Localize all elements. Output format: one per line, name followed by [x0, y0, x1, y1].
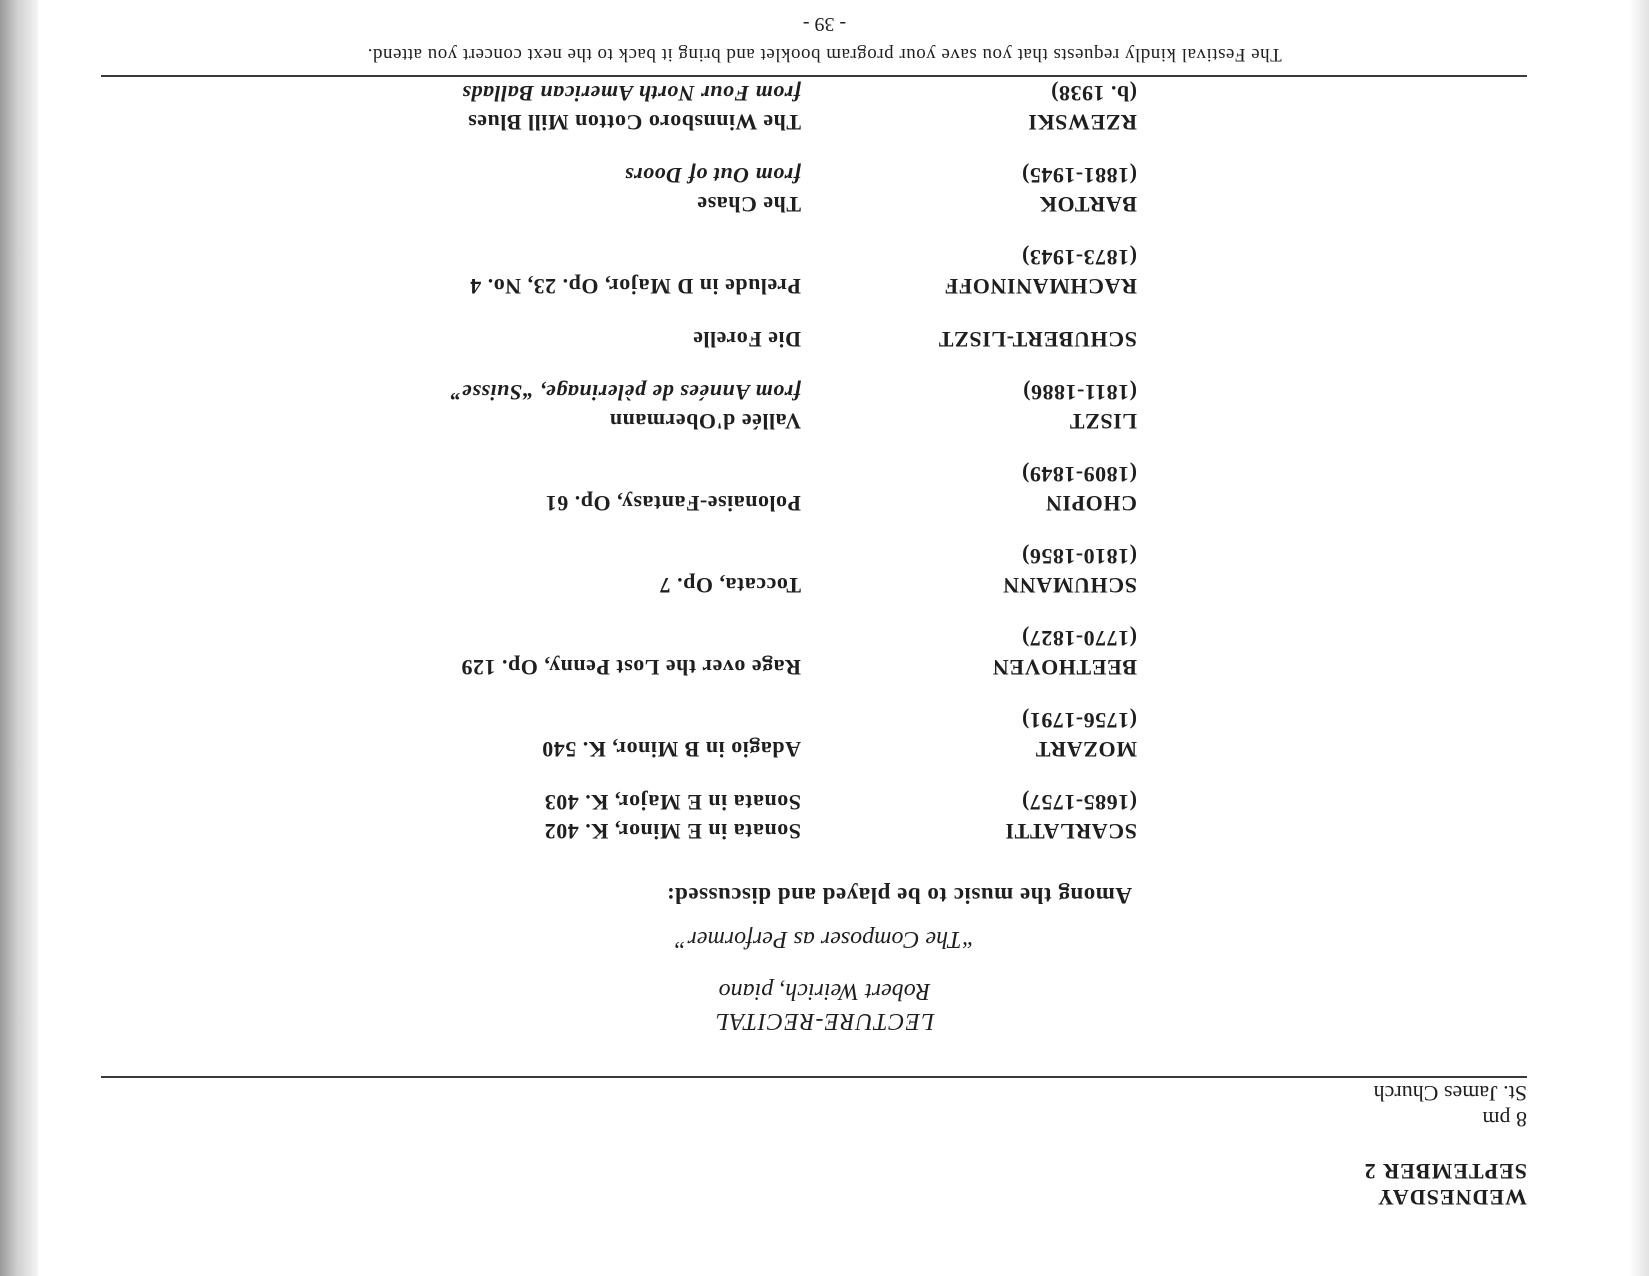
- program-entry: [237, 243, 1137, 301]
- program-list: [237, 55, 1137, 846]
- lecture-title: “The Composer as Performer”: [674, 926, 975, 952]
- works-column: [462, 79, 801, 137]
- event-day: WEDNESDAY: [1376, 1185, 1527, 1210]
- composer-name: RACHMANINOFF: [944, 274, 1137, 299]
- composer-column: [801, 161, 1137, 219]
- works-column: [544, 788, 801, 846]
- composer-column: [801, 325, 1137, 354]
- composer-name: SCHUMANN: [1002, 573, 1137, 598]
- works-column: [545, 460, 801, 518]
- work-title: Die Forelle: [692, 327, 801, 352]
- program-entry: [237, 378, 1137, 436]
- composer-name: CHOPIN: [1045, 491, 1137, 516]
- composer-name: RZEWSKI: [1027, 110, 1137, 135]
- program-entry: [237, 460, 1137, 518]
- footer-note: The Festival kindly requests that you save your program booklet and bring it back to the next concert you attend.: [367, 44, 1282, 65]
- composer-dates: (1810-1856): [1021, 544, 1137, 569]
- composer-dates: (1770-1827): [1021, 626, 1137, 651]
- program-intro: Among the music to be played and discussed:: [666, 883, 1132, 908]
- work-title: Polonaise-Fantasy, Op. 61: [545, 491, 801, 516]
- composer-name: SCHUBERT-LISZT: [938, 327, 1137, 352]
- composer-dates: (1881-1945): [1021, 163, 1137, 188]
- composer-name: BEETHOVEN: [992, 655, 1137, 680]
- composer-column: [801, 706, 1137, 764]
- performer: Robert Weirich, piano: [718, 978, 931, 1004]
- composer-dates: (b. 1938): [1050, 81, 1137, 106]
- composer-column: [801, 243, 1137, 301]
- composer-name: LISZT: [1069, 409, 1137, 434]
- composer-column: [801, 79, 1137, 137]
- work-title: Sonata in E Major, K. 403: [544, 790, 801, 815]
- works-column: [470, 243, 801, 301]
- bottom-divider: [101, 75, 1527, 77]
- composer-dates: (1873-1943): [1021, 245, 1137, 270]
- works-column: [693, 325, 801, 354]
- program-entry: [237, 161, 1137, 219]
- event-time: 8 pm: [1482, 1107, 1527, 1132]
- works-column: [624, 161, 801, 219]
- event-header: [1364, 1080, 1527, 1210]
- composer-dates: (1756-1791): [1021, 708, 1137, 733]
- works-column: [542, 706, 801, 764]
- composer-name: SCARLATTI: [1004, 819, 1137, 844]
- composer-column: [801, 542, 1137, 600]
- works-column: [659, 542, 801, 600]
- work-source: from Four North American Ballads: [461, 81, 801, 106]
- work-title: Rage over the Lost Penny, Op. 129: [461, 655, 801, 680]
- work-source: from Années de pèlerinage, “Suisse”: [450, 380, 801, 405]
- title-block: [0, 924, 1649, 1036]
- composer-column: [801, 788, 1137, 846]
- program-entry: [237, 706, 1137, 764]
- composer-dates: (1685-1757): [1021, 790, 1137, 815]
- work-title: Sonata in E Minor, K. 402: [544, 819, 801, 844]
- composer-column: [801, 378, 1137, 436]
- event-date: SEPTEMBER 2: [1363, 1159, 1527, 1184]
- composer-column: [801, 460, 1137, 518]
- work-title: Prelude in D Major, Op. 23, No. 4: [469, 274, 801, 299]
- work-title: Adagio in B Minor, K. 540: [541, 737, 801, 762]
- work-title: The Chase: [696, 192, 801, 217]
- work-source: from Out of Doors: [624, 163, 801, 188]
- works-column: [461, 624, 801, 682]
- composer-column: [801, 624, 1137, 682]
- work-title: The Winnsboro Cotton Mill Blues: [467, 110, 801, 135]
- composer-name: MOZART: [1035, 737, 1137, 762]
- work-title: Toccata, Op. 7: [659, 573, 801, 598]
- program-entry: [237, 624, 1137, 682]
- top-divider: [101, 1076, 1527, 1078]
- scan-edge-left: [1629, 0, 1649, 1276]
- composer-name: BARTOK: [1039, 192, 1137, 217]
- event-venue: St. James Church: [1373, 1081, 1527, 1106]
- composer-dates: (1811-1886): [1022, 380, 1137, 405]
- program-entry: [237, 542, 1137, 600]
- composer-dates: (1809-1849): [1021, 462, 1137, 487]
- page-number: - 39 -: [802, 13, 847, 35]
- scan-edge-right: [0, 0, 38, 1276]
- program-entry: [237, 79, 1137, 137]
- works-column: [450, 378, 801, 436]
- program-entry: [237, 788, 1137, 846]
- work-title: Vallée d'Obermann: [609, 409, 801, 434]
- event-title: LECTURE-RECITAL: [714, 1008, 935, 1034]
- program-entry: [237, 325, 1137, 354]
